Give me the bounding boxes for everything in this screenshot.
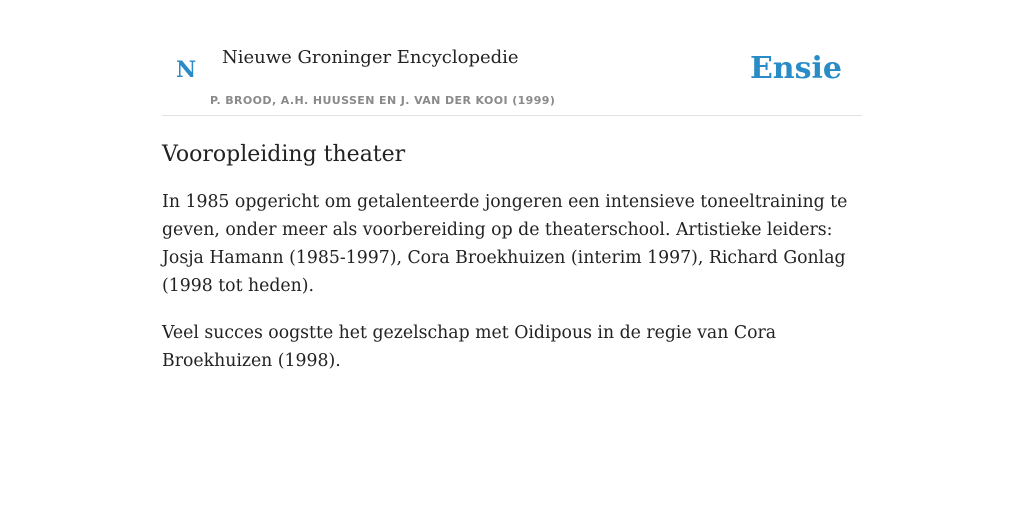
source-header xyxy=(162,0,862,116)
book-authors: P. BROOD, A.H. HUUSSEN EN J. VAN DER KOOI (1999) xyxy=(210,94,556,107)
article-paragraph: In 1985 opgericht om getalenteerde jongeren een intensieve toneeltraining te geven, onder meer als voorbereiding op de theaterschool. Artistieke leiders: Josja Hamann (1985-1997), Cora Broekhuizen (interim 1997), Richard Gonlag (1998 tot heden). xyxy=(162,192,848,296)
book-title[interactable]: Nieuwe Groninger Encyclopedie xyxy=(222,47,519,68)
article-paragraph: Veel succes oogstte het gezelschap met Oidipous in de regie van Cora Broekhuizen (1998). xyxy=(162,323,777,371)
article xyxy=(162,140,862,375)
article-title: Vooropleiding theater xyxy=(162,142,406,167)
ensie-logo[interactable]: Ensie xyxy=(749,51,842,86)
encyclopedia-logo[interactable]: N xyxy=(176,57,197,83)
page-container xyxy=(162,0,862,375)
